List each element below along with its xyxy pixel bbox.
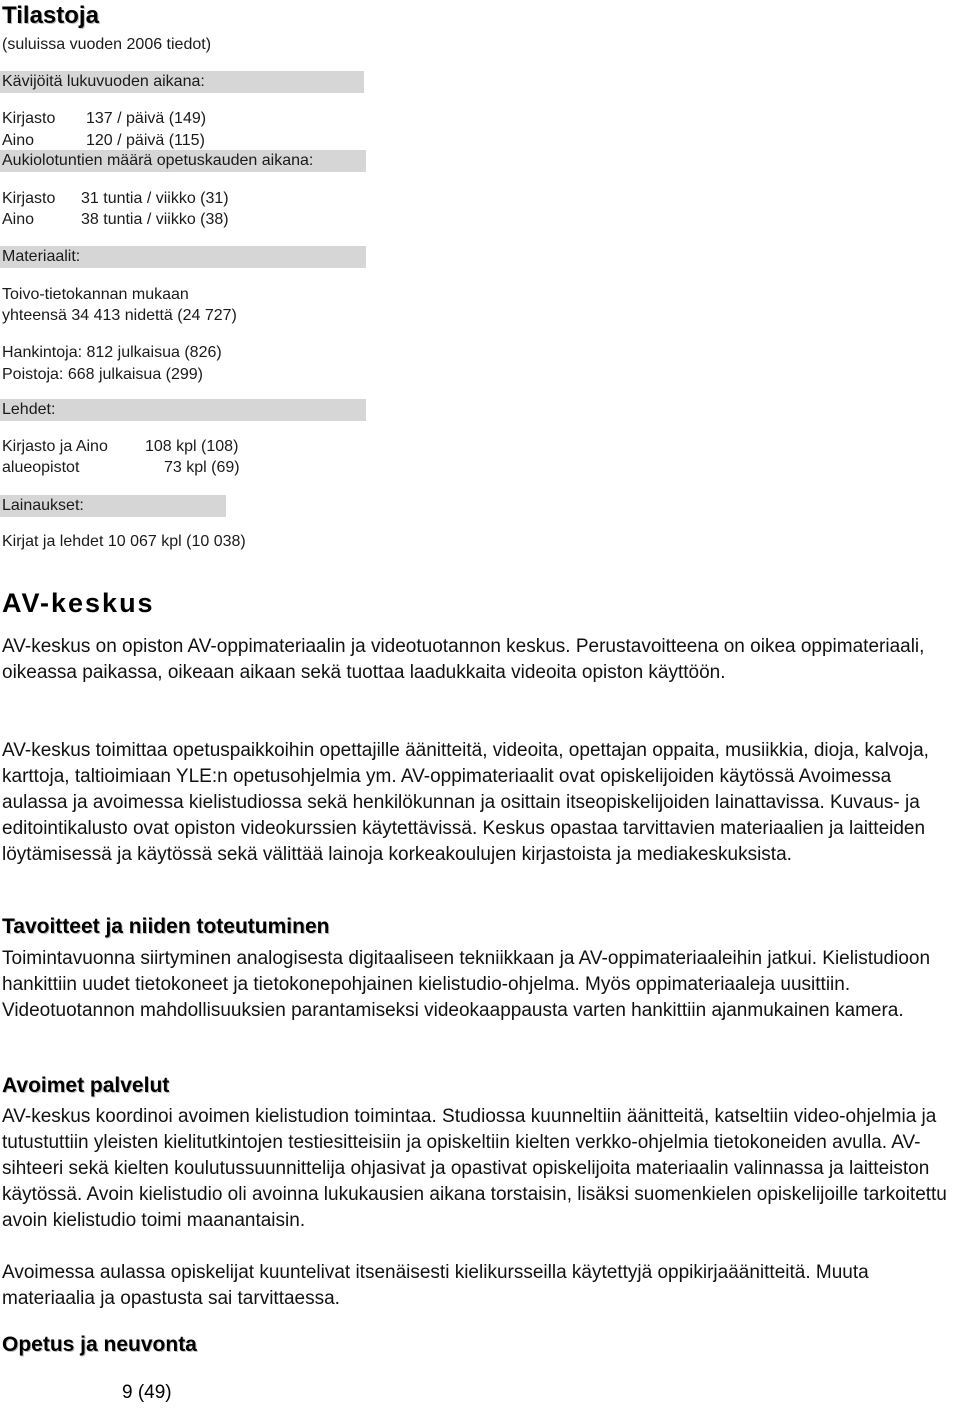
materials-line: Poistoja: 668 julkaisua (299) bbox=[2, 366, 204, 383]
goals-title: Tavoitteet ja niiden toteutuminen bbox=[2, 915, 330, 938]
av-title: AV-keskus bbox=[2, 588, 155, 618]
visitors-label: Kirjasto bbox=[2, 110, 56, 127]
materials-line: Hankintoja: 812 julkaisua (826) bbox=[2, 344, 222, 361]
visitors-heading: Kävijöitä lukuvuoden aikana: bbox=[0, 71, 364, 93]
journals-value: 73 kpl (69) bbox=[164, 459, 240, 476]
journals-value: 108 kpl (108) bbox=[145, 438, 239, 455]
materials-line: yhteensä 34 413 nidettä (24 727) bbox=[2, 307, 237, 324]
visitors-label: Aino bbox=[2, 132, 35, 149]
journals-label: Kirjasto ja Aino bbox=[2, 438, 108, 455]
av-paragraph: AV-keskus toimittaa opetuspaikkoihin opettajille äänitteitä, videoita, opettajan oppaita, musiikkia, dioja, kalvoja, karttoja, taltioimiaan YLE:n opetusohjelmia ym. AV-oppimateriaalit ovat opiskelijoiden käytössä Avoimessa aulassa ja avoimessa kielistudiossa sekä henkilökunnan ja osittain itseopiskelijoiden lainattavissa. Kuvaus- ja editointikalusto ovat opiston videokurssien käytettävissä. Keskus opastaa tarvittavien materiaalien ja laitteiden löytämisessä ja käytössä sekä välittää lainoja korkeakoulujen kirjastoista ja mediakeskuksista. bbox=[2, 740, 929, 865]
teaching-title: Opetus ja neuvonta bbox=[2, 1333, 197, 1356]
opening-hours-label: Kirjasto bbox=[2, 190, 56, 207]
opening-hours-heading: Aukiolotuntien määrä opetuskauden aikana: bbox=[0, 150, 366, 172]
visitors-value: 120 / päivä (115) bbox=[86, 132, 205, 149]
goals-paragraph: Toimintavuonna siirtyminen analogisesta digitaaliseen tekniikkaan ja AV-oppimateriaaleihin jatkui. Kielistudioon hankittiin uudet tietokoneet ja tietokonepohjainen kielistudio-ohjelma. Myös oppimateriaaleja uusittiin. Videotuotannon mahdollisuuksien parantamiseksi videokaappausta varten hankittiin ajanmukainen kamera. bbox=[2, 948, 931, 1021]
av-paragraph: AV-keskus on opiston AV-oppimateriaalin ja videotuotannon keskus. Perustavoitteena on oikea oppimateriaali, oikeassa paikassa, oikeaan aikaan sekä tuottaa laadukkaita videoita opiston käyttöön. bbox=[2, 636, 925, 683]
visitors-value: 137 / päivä (149) bbox=[86, 110, 207, 127]
open-services-paragraph: AV-keskus koordinoi avoimen kielistudion toimintaa. Studiossa kuunneltiin äänitteitä, katseltiin video-ohjelmia ja tutustuttiin yleisten kielitutkintojen testiesitteisiin ja opiskeltiin kielten verkko-ohjelmia tietokoneiden avulla. AV-sihteeri sekä kielten koulutussuunnittelija ohjasivat ja opastivat opiskelijoita materiaalin valinnassa ja laitteiston käytössä. Avoin kielistudio oli avoinna lukukausien aikana torstaisin, lisäksi suomenkielen opiskelijoille tarkoitettu avoin kielistudio toimi maanantaisin. bbox=[2, 1106, 947, 1231]
loans-line: Kirjat ja lehdet 10 067 kpl (10 038) bbox=[2, 533, 246, 550]
opening-hours-value: 31 tuntia / viikko (31) bbox=[81, 190, 229, 207]
open-services-title: Avoimet palvelut bbox=[2, 1074, 170, 1097]
stats-subtitle: (suluissa vuoden 2006 tiedot) bbox=[2, 36, 212, 53]
opening-hours-label: Aino bbox=[2, 211, 35, 228]
loans-heading: Lainaukset: bbox=[0, 495, 226, 517]
stats-title: Tilastoja bbox=[2, 2, 99, 29]
materials-line: Toivo-tietokannan mukaan bbox=[2, 286, 189, 303]
materials-heading: Materiaalit: bbox=[0, 246, 366, 268]
open-services-paragraph: Avoimessa aulassa opiskelijat kuuntelivat itsenäisesti kielikursseilla käytettyjä oppikirjaäänitteitä. Muuta materiaalia ja opastusta sai tarvittaessa. bbox=[2, 1262, 869, 1309]
opening-hours-value: 38 tuntia / viikko (38) bbox=[81, 211, 229, 228]
page-number: 9 (49) bbox=[122, 1382, 172, 1403]
journals-heading: Lehdet: bbox=[0, 399, 366, 421]
journals-label: alueopistot bbox=[2, 459, 80, 476]
